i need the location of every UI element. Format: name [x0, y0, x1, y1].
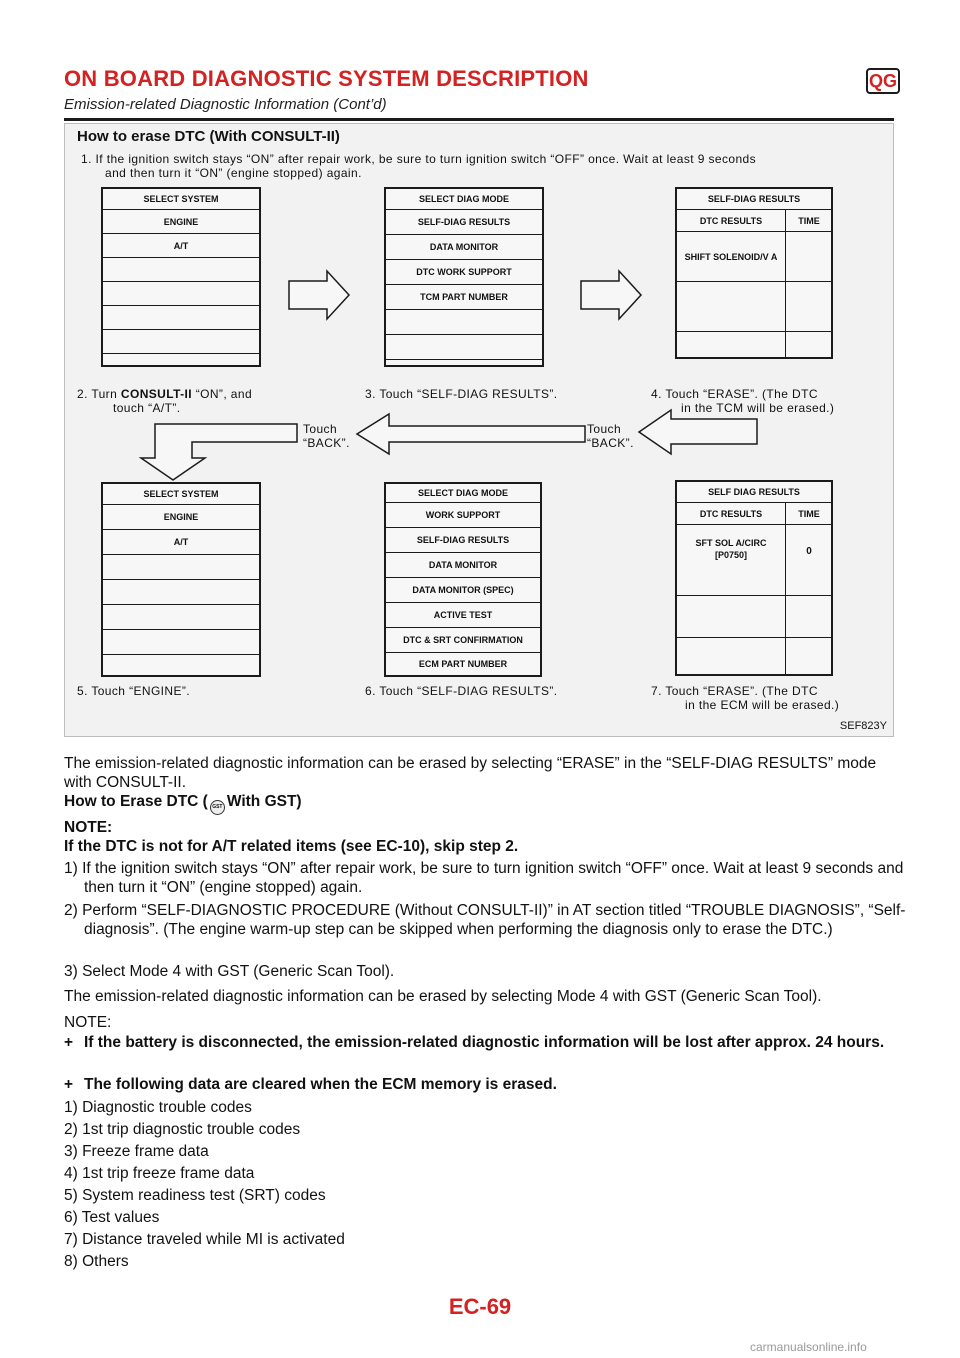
cleared-item-1: 1) Diagnostic trouble codes — [64, 1099, 252, 1116]
screen-option: DTC WORK SUPPORT — [416, 267, 512, 277]
figure-step2-line2: touch “A/T”. — [113, 401, 181, 415]
dtc-item: SHIFT SOLENOID/V A — [684, 252, 778, 262]
bullet-icon: + — [64, 1034, 74, 1051]
screen-select-system-1 — [101, 187, 261, 367]
note2-label: NOTE: — [64, 1014, 112, 1031]
screen-select-system-2 — [101, 482, 261, 677]
cleared-item-6: 6) Test values — [64, 1209, 160, 1226]
cleared-item-8: 8) Others — [64, 1253, 129, 1270]
screen-option: DATA MONITOR (SPEC) — [412, 585, 514, 595]
page-subtitle: Emission-related Diagnostic Information (Cont’d) — [64, 96, 387, 113]
header-rule — [64, 118, 894, 121]
gst-step-1: 1) If the ignition switch stays “ON” after repair work, be sure to turn ignition switch “OFF” once. Wait at least 9 seconds and then turn it “ON” (engine stopped) again. — [64, 860, 904, 896]
screen-title: SELF-DIAG RESULTS — [707, 194, 801, 204]
screen-option: SELF-DIAG RESULTS — [417, 217, 511, 227]
screen-option: DATA MONITOR — [429, 242, 499, 252]
gst-step-3: 3) Select Mode 4 with GST (Generic Scan Tool). — [64, 963, 395, 980]
col-dtc-results: DTC RESULTS — [699, 216, 763, 226]
figure-step2: 2. Turn CONSULT-II “ON”, and — [77, 387, 253, 401]
screen-option: ECM PART NUMBER — [418, 659, 508, 669]
screen-option: DTC & SRT CONFIRMATION — [403, 635, 523, 645]
figure-step1-line2: and then turn it “ON” (engine stopped) again. — [105, 166, 362, 180]
figure-step4-line1: 4. Touch “ERASE”. (The DTC — [651, 387, 818, 401]
screen-self-diag-results-ecm — [675, 480, 833, 676]
screen-title: SELF DIAG RESULTS — [708, 487, 800, 497]
note1-text: If the DTC is not for A/T related items (see EC-10), skip step 2. — [64, 838, 519, 855]
note2-bullet-1: + If the battery is disconnected, the emission-related diagnostic information will be lost after approx. 24 hours. — [64, 1034, 885, 1051]
back-label-left-1: Touch — [303, 422, 338, 436]
arrow-down — [141, 424, 297, 480]
screen-select-diag-mode-1 — [384, 187, 544, 367]
arrow-right-1 — [289, 271, 349, 319]
arrow-back-left — [357, 414, 585, 454]
figure-step1-line1: 1. If the ignition switch stays “ON” after repair work, be sure to turn ignition switch “OFF” once. Wait at least 9 seconds — [81, 152, 756, 166]
screen-title: SELECT DIAG MODE — [417, 488, 508, 498]
figure-step3: 3. Touch “SELF-DIAG RESULTS”. — [365, 387, 558, 401]
cleared-item-2: 2) 1st trip diagnostic trouble codes — [64, 1121, 301, 1138]
screen-option-engine: ENGINE — [163, 216, 199, 227]
arrow-right-2 — [581, 271, 641, 319]
screen-option-at: A/T — [173, 240, 189, 251]
dtc-time: 0 — [806, 546, 812, 557]
screen-select-diag-mode-2 — [384, 482, 542, 677]
cleared-item-4: 4) 1st trip freeze frame data — [64, 1165, 255, 1182]
gst-heading: How to Erase DTC ( GST With GST) — [64, 792, 302, 815]
screen-option: SELF-DIAG RESULTS — [416, 535, 510, 545]
note2-bullet-2: + The following data are cleared when the ECM memory is erased. — [64, 1076, 557, 1093]
back-label-right-1: Touch — [587, 422, 622, 436]
screen-title: SELECT SYSTEM — [143, 489, 219, 499]
consult-erase-figure — [64, 123, 894, 737]
back-label-left-2: “BACK”. — [303, 436, 350, 450]
dtc-code: [P0750] — [714, 550, 748, 560]
screen-option: DATA MONITOR — [428, 560, 498, 570]
gst-step-2: 2) Perform “SELF-DIAGNOSTIC PROCEDURE (Without CONSULT-II)” in AT section titled “TROUBLE DIAGNOSIS”, “Self-diagnosis”. (The engine warm-up step can be skipped when performing the diagnosis only to erase the DTC.) — [64, 902, 906, 938]
cleared-item-7: 7) Distance traveled while MI is activated — [64, 1231, 345, 1248]
figure-step4-line2: in the TCM will be erased.) — [681, 401, 835, 415]
col-dtc-results: DTC RESULTS — [699, 509, 763, 519]
back-label-right-2: “BACK”. — [587, 436, 634, 450]
page-title: ON BOARD DIAGNOSTIC SYSTEM DESCRIPTION — [64, 66, 589, 91]
screen-title: SELECT SYSTEM — [143, 194, 219, 204]
para-consult-erase: The emission-related diagnostic information can be erased by selecting “ERASE” in the “SELF-DIAG RESULTS” mode with CONSULT-II. — [64, 755, 877, 791]
section-badge: QG — [866, 68, 900, 94]
note1-label: NOTE: — [64, 819, 113, 836]
col-time: TIME — [798, 216, 820, 226]
dtc-item: SFT SOL A/CIRC — [695, 538, 767, 548]
screen-self-diag-results-tcm — [675, 187, 833, 359]
cleared-item-3: 3) Freeze frame data — [64, 1143, 209, 1160]
figure-code: SEF823Y — [839, 720, 887, 732]
gst-icon: GST — [210, 800, 225, 815]
cleared-item-5: 5) System readiness test (SRT) codes — [64, 1187, 326, 1204]
figure-step6: 6. Touch “SELF-DIAG RESULTS”. — [365, 684, 558, 698]
page-number: EC-69 — [448, 1294, 512, 1319]
screen-option: WORK SUPPORT — [425, 510, 501, 520]
figure-step7-line1: 7. Touch “ERASE”. (The DTC — [651, 684, 818, 698]
screen-option-engine: ENGINE — [163, 512, 199, 522]
screen-option-at: A/T — [173, 537, 189, 547]
figure-step5: 5. Touch “ENGINE”. — [77, 684, 191, 698]
para-gst-erase: The emission-related diagnostic information can be erased by selecting Mode 4 with GST (Generic Scan Tool). — [64, 988, 822, 1005]
col-time: TIME — [798, 509, 820, 519]
figure-title: How to erase DTC (With CONSULT-II) — [77, 128, 340, 145]
screen-title: SELECT DIAG MODE — [418, 194, 509, 204]
screen-option: TCM PART NUMBER — [420, 292, 508, 302]
bullet-icon: + — [64, 1076, 74, 1093]
screen-option: ACTIVE TEST — [433, 610, 493, 620]
arrow-back-right — [639, 410, 757, 454]
figure-step7-line2: in the ECM will be erased.) — [685, 698, 840, 712]
watermark: carmanualsonline.info — [750, 1340, 867, 1354]
